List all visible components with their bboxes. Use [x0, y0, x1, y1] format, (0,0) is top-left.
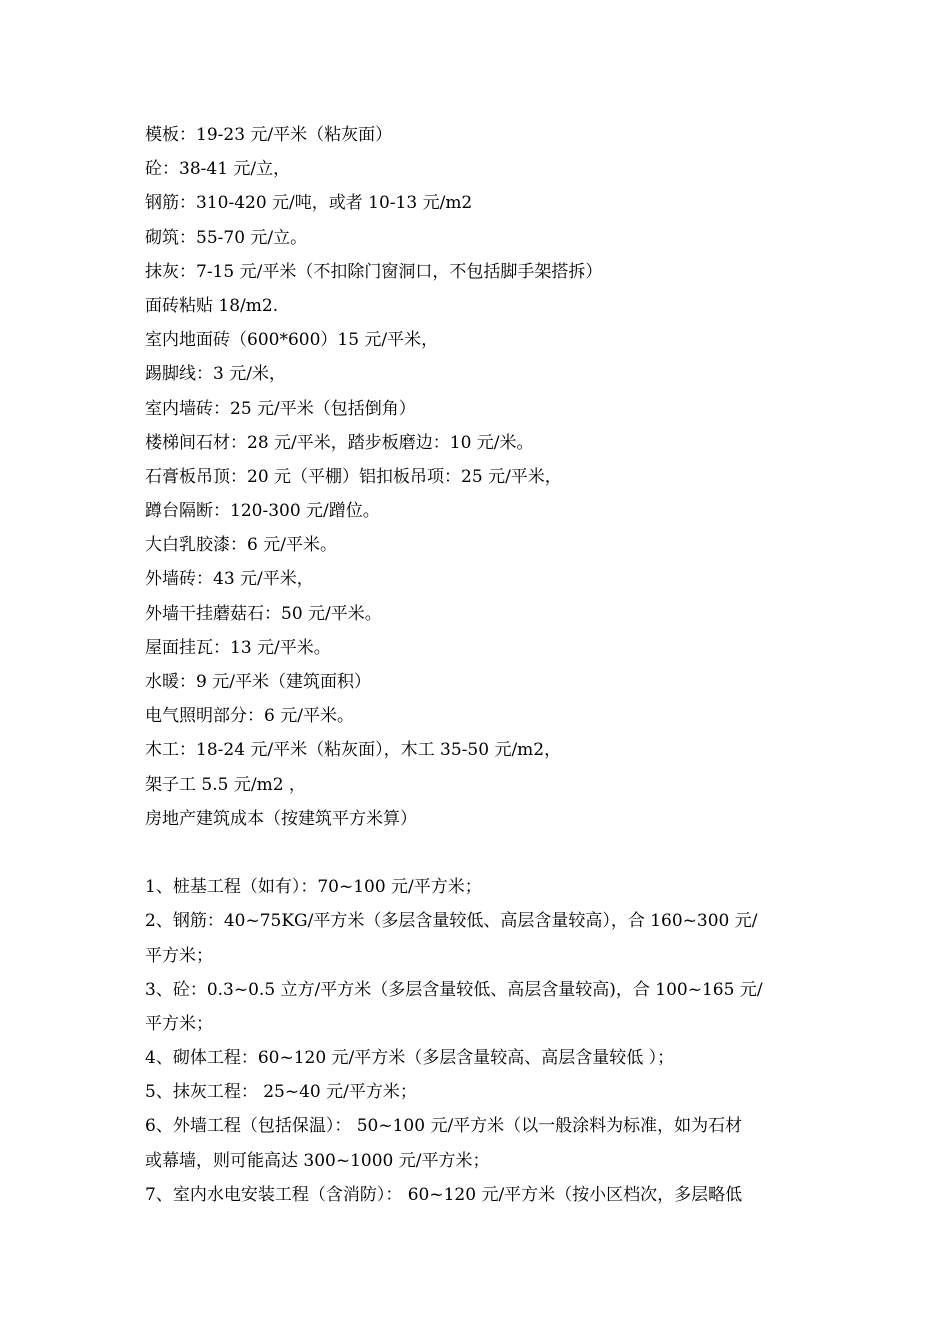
price-line: 蹲台隔断：120-300 元/蹭位。	[145, 501, 380, 522]
price-line: 模板：19-23 元/平米（粘灰面）	[145, 125, 393, 145]
cost-line: 4、砌体工程：60~120 元/平方米（多层含量较高、高层含量较低 ）；	[145, 1048, 675, 1069]
price-line: 架子工 5.5 元/m2 ，	[145, 774, 306, 795]
price-line: 木工：18-24 元/平米（粘灰面），木工 35-50 元/m2，	[145, 740, 562, 761]
price-line: 抹灰：7-15 元/平米（不扣除门窗洞口，不包括脚手架搭拆）	[145, 261, 603, 282]
paragraph-spacer	[145, 836, 815, 870]
price-line: 砼：38-41 元/立，	[145, 159, 291, 180]
cost-line: 平方米；	[145, 1013, 213, 1034]
cost-line: 平方米；	[145, 945, 213, 966]
price-line: 石膏板吊顶：20 元（平棚）铝扣板吊项：25 元/平米，	[145, 466, 562, 487]
price-line: 外墙砖：43 元/平米，	[145, 569, 314, 590]
price-line: 室内地面砖（600*600）15 元/平米，	[145, 330, 439, 351]
cost-line: 2、钢筋：40~75KG/平方米（多层含量较低、高层含量较高），合 160~300 元/	[145, 911, 758, 932]
cost-line: 3、砼：0.3~0.5 立方/平方米（多层含量较低、高层含量较高)，合 100~165 元/	[145, 979, 763, 1000]
cost-line: 1、桩基工程（如有）：70~100 元/平方米；	[145, 877, 482, 898]
price-line: 踢脚线：3 元/米，	[145, 364, 286, 385]
price-line: 外墙干挂蘑菇石：50 元/平米。	[145, 603, 382, 624]
cost-line: 或幕墙，则可能高达 300~1000 元/平方米；	[145, 1150, 490, 1171]
price-line: 楼梯间石材：28 元/平米，踏步板磨边：10 元/米。	[145, 432, 534, 453]
price-line: 砌筑：55-70 元/立。	[145, 227, 308, 248]
cost-line: 7、室内水电安装工程（含消防）： 60~120 元/平方米（按小区档次，多层略低	[145, 1184, 743, 1205]
cost-line: 6、外墙工程（包括保温）： 50~100 元/平方米（以一般涂料为标准，如为石材	[145, 1116, 743, 1137]
price-line: 钢筋：310-420 元/吨，或者 10-13 元/m2	[145, 193, 473, 214]
price-line: 电气照明部分：6 元/平米。	[145, 706, 354, 727]
price-line: 室内墙砖：25 元/平米（包括倒角）	[145, 398, 416, 419]
cost-line: 5、抹灰工程： 25~40 元/平方米；	[145, 1082, 417, 1103]
document-body	[145, 118, 815, 1212]
price-line: 水暖：9 元/平米（建筑面积）	[145, 672, 371, 692]
price-line: 大白乳胶漆：6 元/平米。	[145, 535, 337, 556]
price-line: 屋面挂瓦：13 元/平米。	[145, 637, 331, 658]
section-heading: 房地产建筑成本（按建筑平方米算）	[145, 808, 417, 829]
price-line: 面砖粘贴 18/m2.	[145, 295, 279, 316]
